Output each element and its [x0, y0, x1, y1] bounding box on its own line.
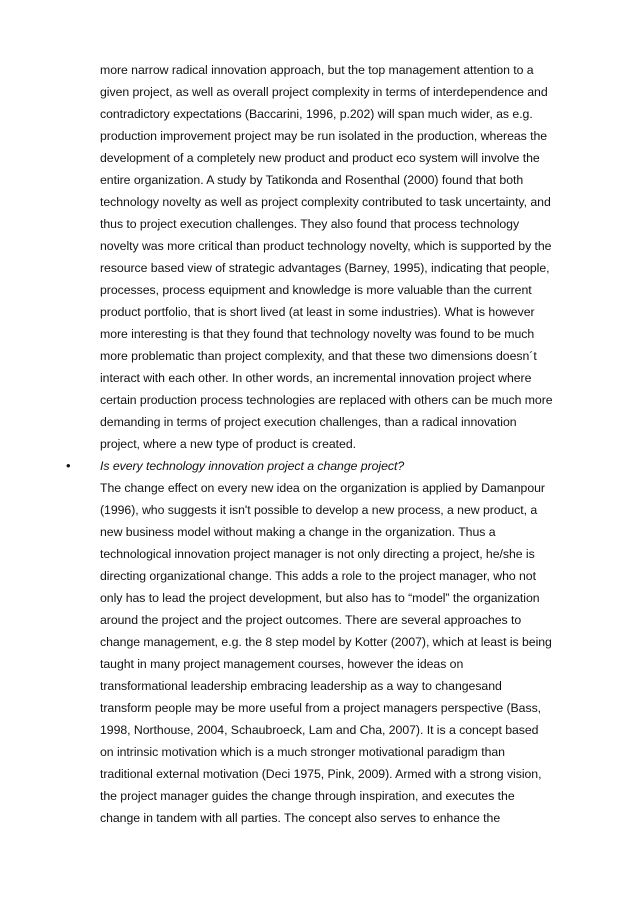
text-line: 1998, Northouse, 2004, Schaubroeck, Lam and Cha, 2007). It is a concept based	[100, 723, 539, 737]
text-line: development of a completely new product and product eco system will involve the	[100, 151, 540, 165]
text-line: the project manager guides the change through inspiration, and executes the	[100, 789, 515, 803]
text-line: demanding in terms of project execution challenges, than a radical innovation	[100, 415, 517, 429]
text-line: around the project and the project outcomes. There are several approaches to	[100, 613, 522, 627]
text-line: (1996), who suggests it isn't possible to develop a new process, a new product, a	[100, 503, 538, 517]
text-line: transform people may be more useful from a project managers perspective (Bass,	[100, 701, 542, 715]
text-line: entire organization. A study by Tatikonda and Rosenthal (2000) found that both	[100, 173, 524, 187]
text-line: more problematic than project complexity, and that these two dimensions doesn´t	[100, 349, 537, 363]
text-line: production improvement project may be run isolated in the production, whereas the	[100, 129, 548, 143]
text-line: change management, e.g. the 8 step model by Kotter (2007), which at least is being	[100, 635, 552, 649]
text-line: taught in many project management courses, however the ideas on	[100, 657, 464, 671]
bullet-icon: •	[66, 458, 71, 473]
text-line: technological innovation project manager is not only directing a project, he/she is	[100, 547, 535, 561]
text-line: novelty was more critical than product technology novelty, which is supported by the	[100, 239, 552, 253]
text-line: technology novelty as well as project complexity contributed to task uncertainty, and	[100, 195, 551, 209]
text-line: given project, as well as overall project complexity in terms of interdependence and	[100, 85, 548, 99]
question-heading: Is every technology innovation project a change project?	[100, 459, 405, 473]
text-line: certain production process technologies are replaced with others can be much more	[100, 393, 553, 407]
text-line: transformational leadership embracing leadership as a way to changesand	[100, 679, 502, 693]
text-line: product portfolio, that is short lived (at least in some industries). What is however	[100, 305, 535, 319]
text-line: on intrinsic motivation which is a much stronger motivational paradigm than	[100, 745, 505, 759]
text-line: contradictory expectations (Baccarini, 1996, p.202) will span much wider, as e.g.	[100, 107, 533, 121]
text-line: interact with each other. In other words, an incremental innovation project where	[100, 371, 532, 385]
text-line: processes, process equipment and knowledge is more valuable than the current	[100, 283, 532, 297]
text-line: only has to lead the project development, but also has to “model” the organization	[100, 591, 540, 605]
text-line: more interesting is that they found that technology novelty was found to be much	[100, 327, 535, 341]
text-line: resource based view of strategic advantages (Barney, 1995), indicating that people,	[100, 261, 550, 275]
text-line: more narrow radical innovation approach, but the top management attention to a	[100, 63, 534, 77]
text-line: new business model without making a change in the organization. Thus a	[100, 525, 496, 539]
text-line: traditional external motivation (Deci 1975, Pink, 2009). Armed with a strong vision,	[100, 767, 542, 781]
text-line: The change effect on every new idea on the organization is applied by Damanpour	[100, 481, 545, 495]
text-line: thus to project execution challenges. They also found that process technology	[100, 217, 520, 231]
text-line: directing organizational change. This adds a role to the project manager, who not	[100, 569, 536, 583]
text-line: change in tandem with all parties. The concept also serves to enhance the	[100, 811, 501, 825]
text-line: project, where a new type of product is created.	[100, 437, 356, 451]
